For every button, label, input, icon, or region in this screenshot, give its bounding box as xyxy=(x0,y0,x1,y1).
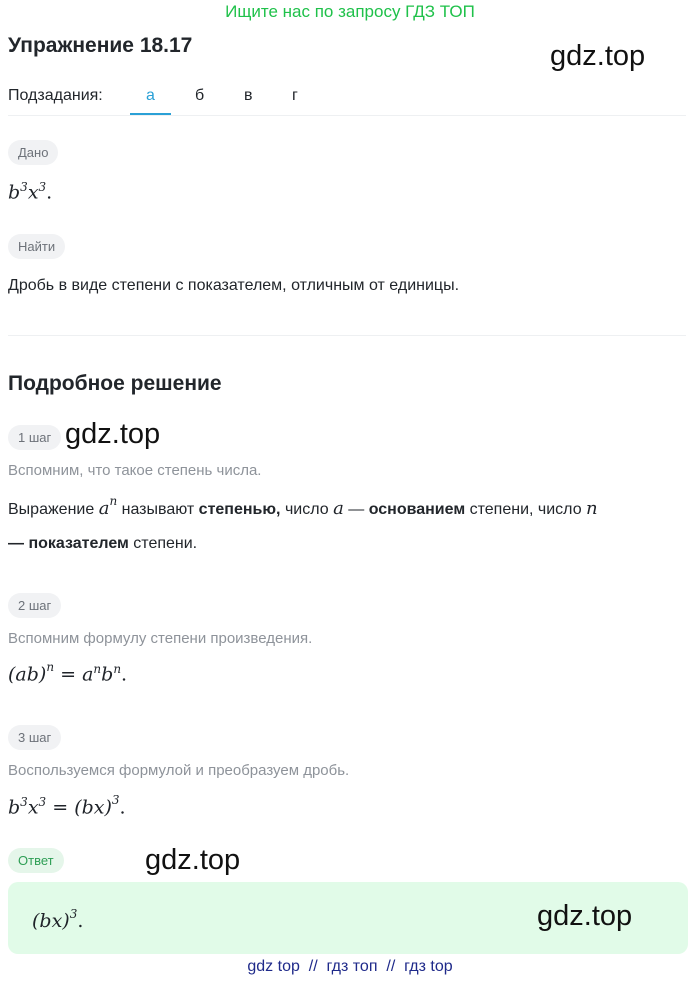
footer-links[interactable]: gdz top // гдз топ // гдз top xyxy=(247,958,453,975)
given-expression: $b^3x^3$. xyxy=(8,180,53,204)
tab-a[interactable]: а xyxy=(146,87,155,104)
step3-badge: 3 шаг xyxy=(8,725,61,750)
tab-b[interactable]: б xyxy=(195,87,205,104)
tab-v[interactable]: в xyxy=(244,87,253,104)
step2-hint: Вспомним формулу степени произведения. xyxy=(8,630,313,647)
step2-formula: $(ab)^n = a^nb^n$. xyxy=(8,660,128,686)
tab-g[interactable]: г xyxy=(292,87,298,104)
step3-hint: Воспользуемся формулой и преобразуем дробь. xyxy=(8,762,350,779)
divider xyxy=(8,115,686,116)
step1-badge: 1 шаг xyxy=(8,425,61,450)
watermark: gdz.top xyxy=(550,40,646,72)
answer-badge: Ответ xyxy=(8,848,64,873)
find-badge: Найти xyxy=(8,234,65,259)
subtasks-label: Подзадания: xyxy=(8,87,103,104)
step1-definition-line1: Выражение $a^n$ называют степенью, число a — основанием степени, число n xyxy=(8,494,598,519)
solution-heading: Подробное решение xyxy=(8,372,222,395)
divider xyxy=(8,335,686,336)
step2-badge: 2 шаг xyxy=(8,593,61,618)
page-title: Упражнение 18.17 xyxy=(8,34,193,57)
watermark: gdz.top xyxy=(65,418,161,450)
step1-definition-line2: — показателем степени. xyxy=(8,535,198,552)
answer-expression: (bx)$^3$. xyxy=(32,907,84,932)
watermark: gdz.top xyxy=(537,900,633,932)
step3-formula: $b^3x^3 = (bx)^3$. xyxy=(8,793,126,819)
step1-hint: Вспомним, что такое степень числа. xyxy=(8,462,262,479)
given-badge: Дано xyxy=(8,140,58,165)
search-banner: Ищите нас по запросу ГДЗ ТОП xyxy=(225,2,475,21)
watermark: gdz.top xyxy=(145,844,241,876)
find-text: Дробь в виде степени с показателем, отличным от единицы. xyxy=(8,277,460,294)
